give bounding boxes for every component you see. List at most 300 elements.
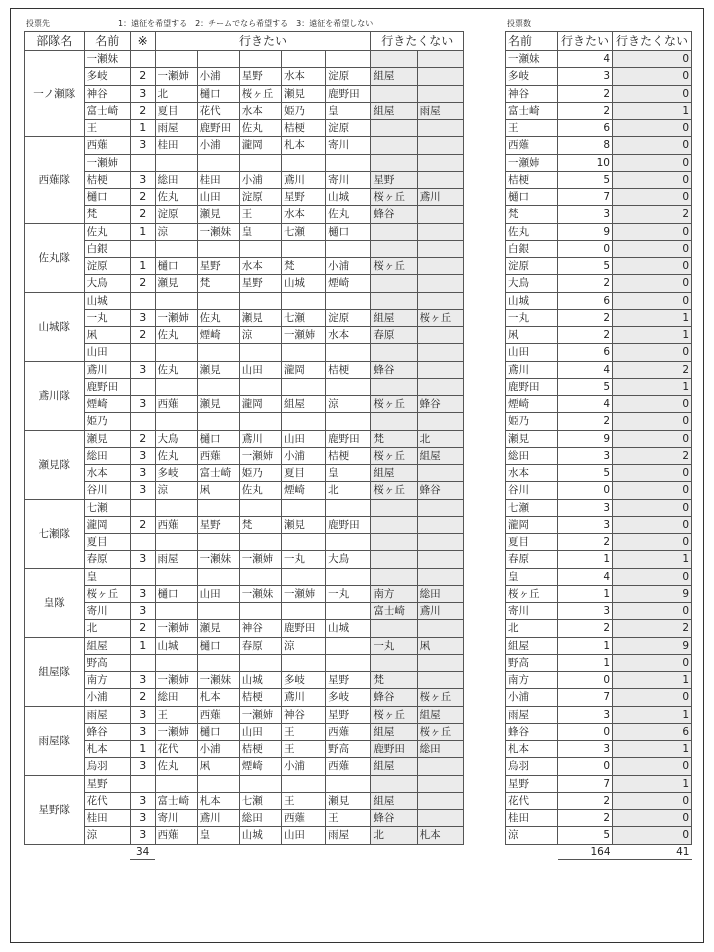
table-row [25,396,464,413]
member-name: 凩 [84,327,130,344]
notwant-choice: 南方 [371,585,417,602]
want-choice: 西薙 [155,396,197,413]
count-notwant: 0 [613,68,692,85]
notwant-choice: 組屋 [371,309,417,326]
count-row [506,413,692,430]
table-row [25,792,464,809]
member-mark [130,534,155,551]
want-choice: 寄川 [326,137,371,154]
want-choice: 瀧岡 [239,396,281,413]
member-name: 一瀬姉 [84,154,130,171]
count-want: 6 [558,292,613,309]
notwant-choice [371,568,417,585]
want-choice: 涼 [326,396,371,413]
table-row [25,223,464,240]
want-choice: 山田 [281,430,325,447]
want-choice: 鹿野田 [281,620,325,637]
count-notwant: 0 [613,792,692,809]
want-choice: 凩 [197,758,239,775]
member-name: 大鳥 [84,275,130,292]
want-choice: 春原 [239,637,281,654]
want-choice [155,378,197,395]
want-choice [239,413,281,430]
count-name: 星野 [506,775,558,792]
notwant-choice [371,154,417,171]
notwant-choice [371,551,417,568]
mark-total: 34 [130,844,155,859]
table-row [25,827,464,844]
notwant-choice: 桜ヶ丘 [371,706,417,723]
want-choice: 小浦 [326,258,371,275]
want-choice: 桔梗 [239,741,281,758]
want-choice [155,240,197,257]
want-choice: 煙崎 [326,275,371,292]
want-choice [281,603,325,620]
count-name: 鹿野田 [506,378,558,395]
member-mark: 3 [130,827,155,844]
want-choice: 姫乃 [281,102,325,119]
want-choice: 一瀬妹 [197,223,239,240]
vote-table [24,31,464,860]
count-notwant: 0 [613,482,692,499]
want-choice: 樋口 [197,85,239,102]
count-notwant: 0 [613,430,692,447]
want-choice: 西薙 [155,827,197,844]
notwant-choice [417,534,463,551]
count-row [506,68,692,85]
notwant-choice [417,775,463,792]
notwant-choice [417,120,463,137]
want-choice: 雨屋 [326,827,371,844]
notwant-choice [371,534,417,551]
want-choice [281,51,325,68]
count-row [506,585,692,602]
count-name: 野高 [506,654,558,671]
notwant-choice [371,620,417,637]
want-choice: 寄川 [155,810,197,827]
count-row [506,827,692,844]
table-row [25,723,464,740]
count-name: 山田 [506,344,558,361]
table-row [25,551,464,568]
notwant-choice [417,223,463,240]
count-notwant: 0 [613,154,692,171]
member-name: 多岐 [84,68,130,85]
want-choice: 鳶川 [197,810,239,827]
count-row [506,603,692,620]
count-row [506,758,692,775]
count-want: 0 [558,482,613,499]
want-choice: 一瀬姉 [281,327,325,344]
want-choice: 山城 [326,189,371,206]
count-row [506,275,692,292]
want-choice: 山城 [155,637,197,654]
notwant-choice [417,240,463,257]
want-choice: 煙崎 [197,327,239,344]
team-name: 皇隊 [25,568,85,637]
count-name: 梵 [506,206,558,223]
team-name: 西薙隊 [25,137,85,223]
member-mark: 3 [130,706,155,723]
notwant-choice [371,137,417,154]
want-choice: 北 [155,85,197,102]
count-want: 1 [558,637,613,654]
notwant-choice [417,137,463,154]
want-choice: 水本 [239,258,281,275]
member-name: 瀬見 [84,430,130,447]
want-choice [197,654,239,671]
count-want: 4 [558,361,613,378]
notwant-choice [417,85,463,102]
want-choice: 桔梗 [326,447,371,464]
notwant-choice [371,413,417,430]
count-notwant: 1 [613,551,692,568]
left-caption: 投票先 [26,19,50,28]
want-choice [197,499,239,516]
count-header-notwant: 行きたくない [613,32,692,51]
want-choice: 桔梗 [281,120,325,137]
team-name: 組屋隊 [25,637,85,706]
notwant-choice: 一丸 [371,637,417,654]
member-mark: 3 [130,672,155,689]
table-row [25,568,464,585]
notwant-choice [371,499,417,516]
want-choice: 星野 [281,189,325,206]
count-notwant: 1 [613,327,692,344]
want-choice: 淀原 [326,309,371,326]
want-choice: 瀬見 [197,361,239,378]
want-choice [197,344,239,361]
count-row [506,741,692,758]
table-row [25,706,464,723]
want-choice [155,775,197,792]
count-want: 3 [558,741,613,758]
member-mark: 3 [130,447,155,464]
want-choice: 佐丸 [197,309,239,326]
vote-table-total-row [25,844,464,859]
table-row [25,171,464,188]
notwant-choice [371,344,417,361]
count-row [506,189,692,206]
header-name: 名前 [84,32,130,51]
member-mark [130,654,155,671]
want-choice: 山田 [197,189,239,206]
table-row [25,189,464,206]
want-choice: 桔梗 [326,361,371,378]
notwant-choice [417,154,463,171]
count-notwant: 1 [613,706,692,723]
member-name: 富士崎 [84,102,130,119]
want-choice: 星野 [197,258,239,275]
count-want: 4 [558,568,613,585]
want-choice [197,775,239,792]
count-name: 姫乃 [506,413,558,430]
want-choice [326,413,371,430]
count-name: 白銀 [506,240,558,257]
notwant-choice: 桜ヶ丘 [417,689,463,706]
count-notwant: 2 [613,206,692,223]
count-notwant: 0 [613,344,692,361]
want-choice: 富士崎 [155,792,197,809]
want-choice: 多岐 [326,689,371,706]
notwant-choice [417,361,463,378]
want-choice: 樋口 [197,430,239,447]
count-row [506,171,692,188]
table-row [25,654,464,671]
want-choice [326,378,371,395]
notwant-choice: 春原 [371,327,417,344]
want-choice: 王 [281,723,325,740]
header-team: 部隊名 [25,32,85,51]
notwant-choice: 北 [417,430,463,447]
table-row [25,85,464,102]
count-want: 4 [558,396,613,413]
want-choice: 一瀬妹 [239,585,281,602]
want-choice [155,292,197,309]
table-row [25,534,464,551]
member-mark: 3 [130,309,155,326]
legend-caption: 1：遠征を希望する 2：チームでなら希望する 3：遠征を希望しない [118,19,374,28]
member-name: 蜂谷 [84,723,130,740]
member-mark: 2 [130,102,155,119]
want-choice: 神谷 [239,620,281,637]
want-choice: 一瀬妹 [197,551,239,568]
member-mark: 2 [130,327,155,344]
member-mark: 3 [130,810,155,827]
member-name: 西薙 [84,137,130,154]
count-notwant: 0 [613,499,692,516]
want-choice: 一瀬姉 [239,706,281,723]
want-choice: 夏目 [155,102,197,119]
notwant-choice [417,292,463,309]
member-mark: 2 [130,206,155,223]
count-notwant: 0 [613,189,692,206]
member-mark: 1 [130,223,155,240]
want-choice [281,413,325,430]
count-want: 2 [558,327,613,344]
want-choice: 一丸 [326,585,371,602]
want-choice [155,534,197,551]
want-choice: 西薙 [281,810,325,827]
count-notwant: 2 [613,447,692,464]
want-choice: 佐丸 [155,361,197,378]
want-choice: 瀬見 [197,396,239,413]
member-mark: 3 [130,137,155,154]
want-choice: 小浦 [281,758,325,775]
want-choice: 西薙 [197,447,239,464]
want-choice [239,240,281,257]
want-choice: 星野 [326,672,371,689]
want-choice: 王 [281,792,325,809]
member-name: 谷川 [84,482,130,499]
want-choice: 一瀬姉 [155,723,197,740]
count-want: 3 [558,706,613,723]
want-choice [155,568,197,585]
count-row [506,654,692,671]
count-want: 2 [558,620,613,637]
want-choice: 王 [239,206,281,223]
count-notwant: 1 [613,775,692,792]
want-choice: 山田 [239,723,281,740]
member-name: 星野 [84,775,130,792]
table-row [25,292,464,309]
count-notwant: 0 [613,689,692,706]
count-want: 7 [558,689,613,706]
notwant-choice [417,465,463,482]
want-choice: 星野 [239,68,281,85]
table-row [25,447,464,464]
want-choice: 小浦 [281,447,325,464]
table-row [25,775,464,792]
right-caption: 投票数 [507,19,531,28]
notwant-choice: 組屋 [417,706,463,723]
want-choice: 王 [155,706,197,723]
want-choice [326,637,371,654]
notwant-choice [417,620,463,637]
notwant-choice: 組屋 [371,758,417,775]
count-row [506,447,692,464]
member-mark: 2 [130,689,155,706]
want-choice [239,568,281,585]
count-table [505,31,692,860]
want-choice: 西薙 [197,706,239,723]
want-choice: 王 [326,810,371,827]
member-mark [130,240,155,257]
want-choice: 多岐 [155,465,197,482]
want-choice: 花代 [197,102,239,119]
want-choice [326,775,371,792]
want-choice: 水本 [239,102,281,119]
want-choice [239,603,281,620]
count-notwant: 0 [613,120,692,137]
want-choice: 一瀬姉 [155,620,197,637]
count-want: 8 [558,137,613,154]
member-name: 組屋 [84,637,130,654]
table-row [25,516,464,533]
count-want: 5 [558,378,613,395]
vote-table-header [25,32,464,51]
table-row [25,482,464,499]
want-choice: 瀧岡 [239,137,281,154]
count-want: 0 [558,672,613,689]
count-notwant: 1 [613,102,692,119]
want-choice: 桂田 [155,137,197,154]
want-choice: 樋口 [155,258,197,275]
count-want: 1 [558,551,613,568]
count-row [506,378,692,395]
count-row [506,792,692,809]
count-row [506,344,692,361]
count-want: 10 [558,154,613,171]
member-name: 南方 [84,672,130,689]
count-notwant: 1 [613,309,692,326]
table-row [25,258,464,275]
want-choice [155,51,197,68]
count-name: 瀬見 [506,430,558,447]
count-name: 花代 [506,792,558,809]
count-table-total-row [506,844,692,859]
want-choice: 瀬見 [155,275,197,292]
want-choice [326,51,371,68]
notwant-choice [371,51,417,68]
want-choice: 皇 [239,223,281,240]
count-row [506,240,692,257]
want-choice: 佐丸 [155,758,197,775]
want-choice [281,499,325,516]
count-row [506,637,692,654]
want-choice [239,654,281,671]
count-notwant: 1 [613,672,692,689]
want-choice: 桜ヶ丘 [239,85,281,102]
notwant-choice [417,413,463,430]
want-choice [155,154,197,171]
member-mark: 1 [130,741,155,758]
count-name: 組屋 [506,637,558,654]
notwant-choice [417,551,463,568]
want-choice: 一瀬姉 [155,672,197,689]
want-choice: 星野 [197,516,239,533]
member-mark: 2 [130,275,155,292]
want-choice: 札本 [281,137,325,154]
member-mark: 3 [130,792,155,809]
count-name: 瀧岡 [506,516,558,533]
count-row [506,482,692,499]
count-row [506,361,692,378]
want-choice: 星野 [239,275,281,292]
want-choice: 瀬見 [239,309,281,326]
count-want: 3 [558,68,613,85]
notwant-choice: 鹿野田 [371,741,417,758]
want-choice: 北 [326,482,371,499]
want-choice: 佐丸 [239,482,281,499]
notwant-choice: 鳶川 [417,603,463,620]
want-choice [326,603,371,620]
member-name: 姫乃 [84,413,130,430]
count-notwant: 0 [613,827,692,844]
want-choice [326,240,371,257]
want-choice: 桂田 [197,171,239,188]
count-want: 5 [558,258,613,275]
want-choice [281,568,325,585]
notwant-choice: 桜ヶ丘 [371,258,417,275]
count-row [506,689,692,706]
count-want: 5 [558,827,613,844]
team-name: 一ノ瀬隊 [25,51,85,137]
want-choice: 皇 [197,827,239,844]
want-choice: 小浦 [197,137,239,154]
count-row [506,292,692,309]
count-name: 総田 [506,447,558,464]
want-choice: 星野 [326,706,371,723]
table-row [25,275,464,292]
count-header-want: 行きたい [558,32,613,51]
table-row [25,344,464,361]
want-choice: 瀬見 [281,516,325,533]
count-name: 烏羽 [506,758,558,775]
count-row [506,706,692,723]
table-row [25,309,464,326]
count-notwant: 2 [613,620,692,637]
member-mark: 3 [130,465,155,482]
count-want: 2 [558,309,613,326]
member-mark: 2 [130,189,155,206]
count-want: 4 [558,51,613,68]
count-row [506,309,692,326]
count-notwant: 0 [613,568,692,585]
count-name: 桜ヶ丘 [506,585,558,602]
team-name: 山城隊 [25,292,85,361]
member-mark: 3 [130,723,155,740]
